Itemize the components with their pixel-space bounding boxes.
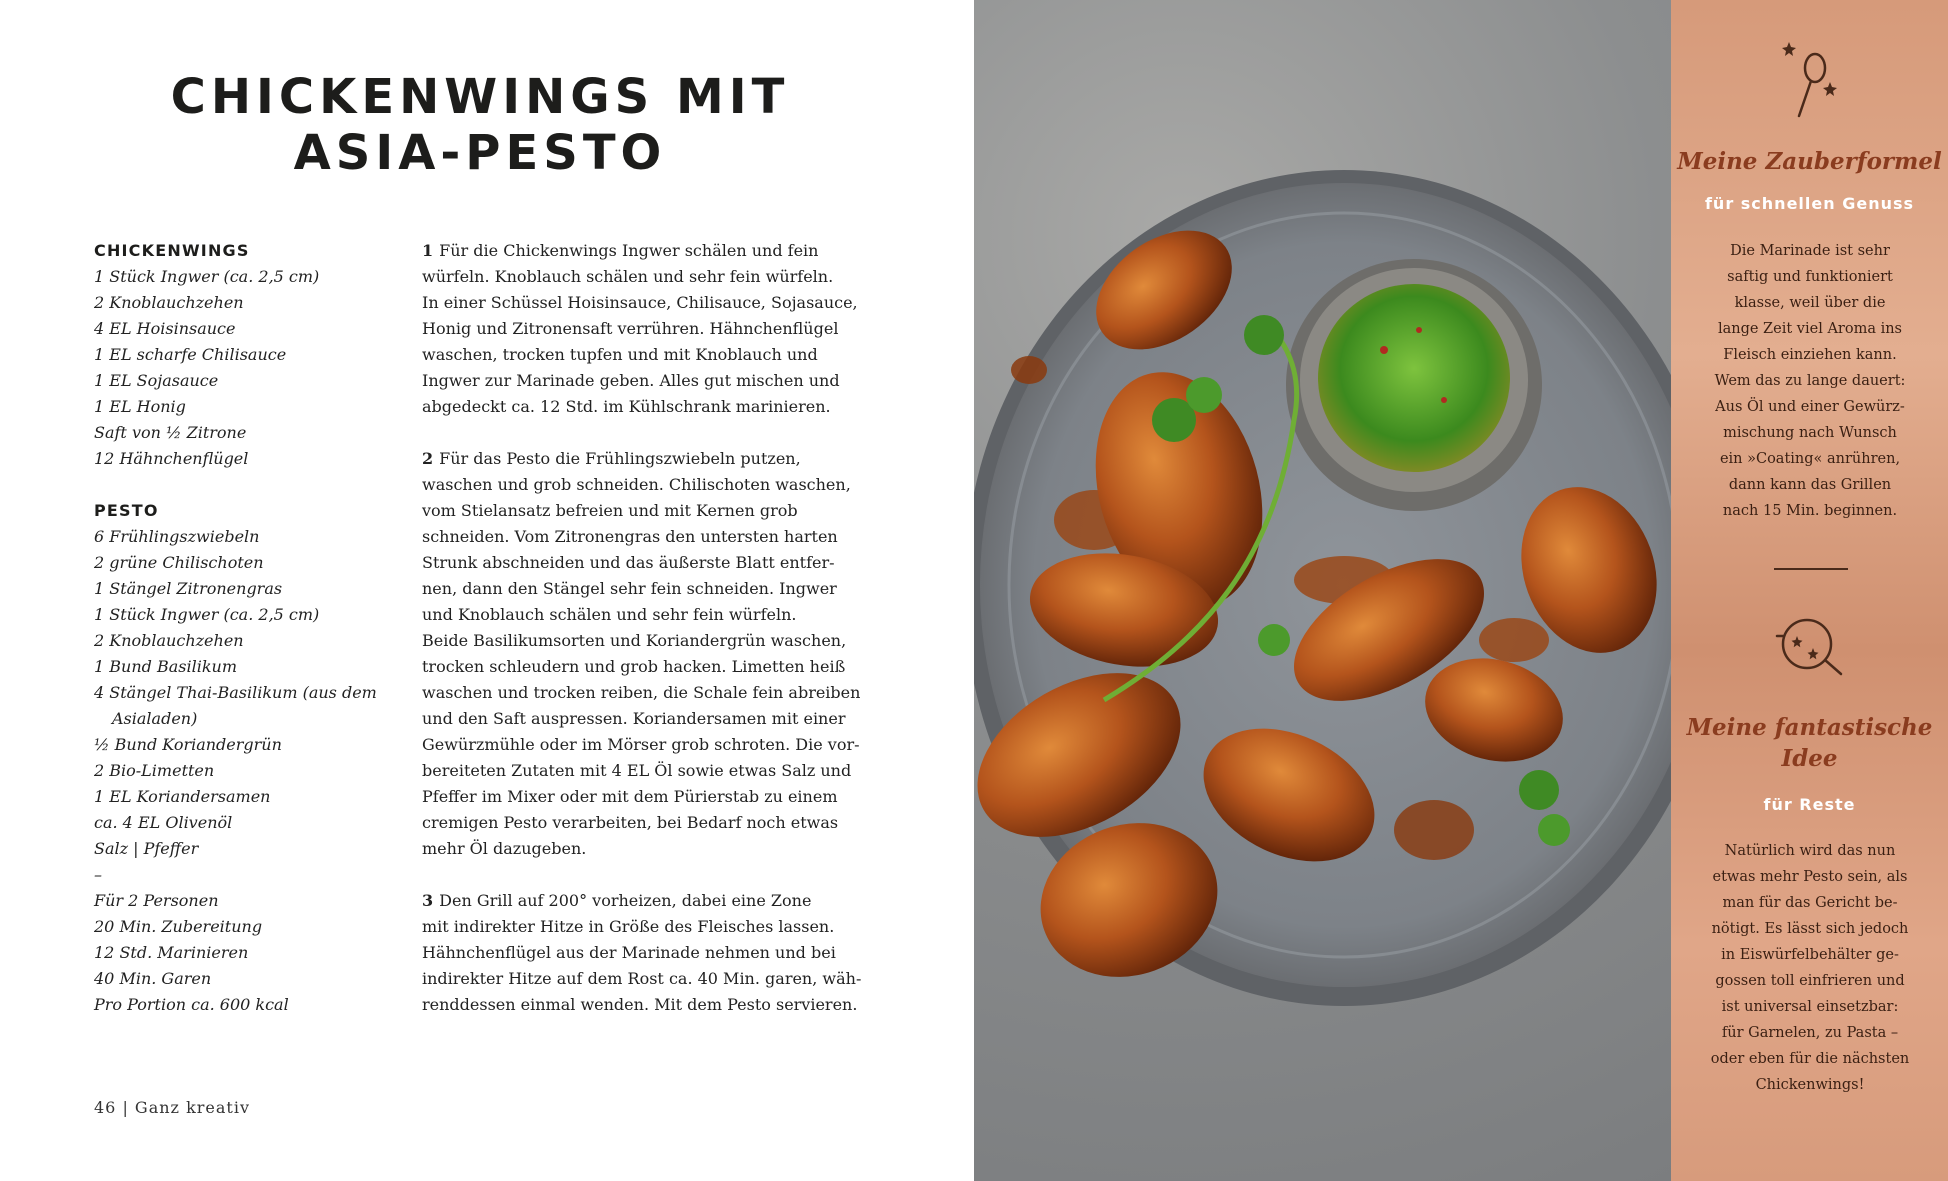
step-2 xyxy=(422,446,872,862)
tip-line: etwas mehr Pesto sein, als xyxy=(1712,869,1908,885)
tip-2-title xyxy=(1671,712,1948,774)
step-text-line: In einer Schüssel Hoisinsauce, Chilisauce, Sojasauce, xyxy=(422,293,858,312)
step-text-line: Gewürzmühle oder im Mörser grob schroten. Die vor- xyxy=(422,735,860,754)
ingredient-item: 1 Stück Ingwer (ca. 2,5 cm) xyxy=(94,605,320,624)
ingredient-item: 2 Bio-Limetten xyxy=(94,761,215,780)
step-text-line: cremigen Pesto verarbeiten, bei Bedarf noch etwas xyxy=(422,813,839,832)
instructions-column xyxy=(422,238,872,1044)
cook-time-info: 40 Min. Garen xyxy=(94,969,212,988)
ingredient-item: 2 grüne Chilischoten xyxy=(94,553,264,572)
ingredient-item: 1 Stängel Zitronengras xyxy=(94,579,283,598)
step-1 xyxy=(422,238,872,420)
step-text-line: nen, dann den Stängel sehr fein schneiden. Ingwer xyxy=(422,579,837,598)
prep-time-info: 20 Min. Zubereitung xyxy=(94,917,263,936)
tip-line: Aus Öl und einer Gewürz- xyxy=(1715,399,1905,415)
tip-line: dann kann das Grillen xyxy=(1728,477,1892,493)
ingredient-item: 1 EL Honig xyxy=(94,397,186,416)
spoon-stars-icon xyxy=(1671,34,1948,124)
step-text-line: würfeln. Knoblauch schälen und sehr fein würfeln. xyxy=(422,267,834,286)
ingredient-item: 6 Frühlingszwiebeln xyxy=(94,527,260,546)
ingredient-item-continuation: Asialaden) xyxy=(112,709,198,728)
tip-line: in Eiswürfelbehälter ge- xyxy=(1721,947,1899,963)
tip-2-text xyxy=(1695,838,1925,1098)
page-footer: 46 | Ganz kreativ xyxy=(94,1098,250,1117)
tip-1-subtitle: für schnellen Genuss xyxy=(1704,194,1915,213)
ingredient-item: Salz | Pfeffer xyxy=(94,839,199,858)
ingredient-item: 1 EL Koriandersamen xyxy=(94,787,271,806)
tip-line: lange Zeit viel Aroma ins xyxy=(1717,321,1903,337)
step-text-line: Hähnchenflügel aus der Marinade nehmen und bei xyxy=(422,943,836,962)
step-number: 1 xyxy=(422,241,434,260)
tip-2-subtitle: für Reste xyxy=(1763,795,1856,814)
step-text-line: waschen und grob schneiden. Chilischoten waschen, xyxy=(422,475,851,494)
ingredient-item: 2 Knoblauchzehen xyxy=(94,631,244,650)
step-text-line: Honig und Zitronensaft verrühren. Hähnchenflügel xyxy=(422,319,839,338)
tip-line: für Garnelen, zu Pasta – xyxy=(1721,1025,1899,1041)
tip-1-text xyxy=(1695,238,1925,524)
ingredient-item: 1 Bund Basilikum xyxy=(94,657,237,676)
ingredient-item: Saft von ½ Zitrone xyxy=(94,423,247,442)
step-text-line: und den Saft auspressen. Koriandersamen mit einer xyxy=(422,709,846,728)
pesto-heading: PESTO xyxy=(94,501,159,520)
step-text-line: indirekter Hitze auf dem Rost ca. 40 Min. garen, wäh- xyxy=(422,969,862,988)
step-text-line: Für die Chickenwings Ingwer schälen und fein xyxy=(439,241,819,260)
tip-line: mischung nach Wunsch xyxy=(1723,425,1897,441)
tip-line: gossen toll einfrieren und xyxy=(1715,973,1905,989)
tip-line: Die Marinade ist sehr xyxy=(1730,243,1890,259)
tip-line: Fleisch einziehen kann. xyxy=(1723,347,1897,363)
recipe-title-line-2: ASIA-PESTO xyxy=(293,125,667,181)
tip-line: nötigt. Es lässt sich jedoch xyxy=(1711,921,1909,937)
step-text-line: trocken schleudern und grob hacken. Limetten heiß xyxy=(422,657,846,676)
step-text-line: Ingwer zur Marinade geben. Alles gut mischen und xyxy=(422,371,840,390)
step-text-line: renddessen einmal wenden. Mit dem Pesto servieren. xyxy=(422,995,858,1014)
food-photo xyxy=(974,0,1671,1181)
tip-line: ein »Coating« anrühren, xyxy=(1719,451,1901,467)
tip-line: Chickenwings! xyxy=(1755,1077,1865,1093)
ingredients-column xyxy=(94,238,394,1018)
sidebar-divider xyxy=(1774,568,1848,570)
step-text-line: Strunk abschneiden und das äußerste Blatt entfer- xyxy=(422,553,835,572)
marinate-time-info: 12 Std. Marinieren xyxy=(94,943,249,962)
tip-line: man für das Gericht be- xyxy=(1722,895,1898,911)
step-text-line: mehr Öl dazugeben. xyxy=(422,839,587,858)
chickenwings-ingredient-list xyxy=(94,264,394,472)
step-3 xyxy=(422,888,872,1018)
step-number: 3 xyxy=(422,891,434,910)
step-text-line: waschen und trocken reiben, die Schale fein abreiben xyxy=(422,683,861,702)
pesto-ingredient-list xyxy=(94,524,394,1018)
step-text-line: mit indirekter Hitze in Größe des Fleisches lassen. xyxy=(422,917,835,936)
separator-dash: – xyxy=(94,865,102,884)
ingredient-item: ca. 4 EL Olivenöl xyxy=(94,813,233,832)
step-text-line: bereiteten Zutaten mit 4 EL Öl sowie etwas Salz und xyxy=(422,761,852,780)
step-text-line: waschen, trocken tupfen und mit Knoblauch und xyxy=(422,345,818,364)
tip-line: klasse, weil über die xyxy=(1734,295,1886,311)
tip-line: Natürlich wird das nun xyxy=(1724,843,1896,859)
ingredient-item: 1 EL Sojasauce xyxy=(94,371,219,390)
ingredient-item: 4 EL Hoisinsauce xyxy=(94,319,236,338)
step-text-line: Beide Basilikumsorten und Koriandergrün waschen, xyxy=(422,631,847,650)
step-text-line: Den Grill auf 200° vorheizen, dabei eine Zone xyxy=(439,891,812,910)
tip-line: nach 15 Min. beginnen. xyxy=(1722,503,1898,519)
ingredient-item: 1 Stück Ingwer (ca. 2,5 cm) xyxy=(94,267,320,286)
ingredient-item: 2 Knoblauchzehen xyxy=(94,293,244,312)
calories-info: Pro Portion ca. 600 kcal xyxy=(94,995,289,1014)
tip-line: oder eben für die nächsten xyxy=(1710,1051,1910,1067)
tip-2-title-line-2: Idee xyxy=(1781,745,1838,772)
ingredient-item: 4 Stängel Thai-Basilikum (aus dem xyxy=(94,683,377,702)
chickenwings-heading: CHICKENWINGS xyxy=(94,241,250,260)
ingredient-item: 1 EL scharfe Chilisauce xyxy=(94,345,287,364)
step-text-line: Pfeffer im Mixer oder mit dem Pürierstab zu einem xyxy=(422,787,838,806)
tip-line: ist universal einsetzbar: xyxy=(1721,999,1899,1015)
ingredient-item: 12 Hähnchenflügel xyxy=(94,449,249,468)
step-text-line: schneiden. Vom Zitronengras den untersten harten xyxy=(422,527,838,546)
step-number: 2 xyxy=(422,449,434,468)
chickenwings-photo-illustration xyxy=(974,0,1671,1181)
tip-2-title-line-1: Meine fantastische xyxy=(1686,714,1933,741)
step-text-line: abgedeckt ca. 12 Std. im Kühlschrank marinieren. xyxy=(422,397,831,416)
tip-line: saftig und funktioniert xyxy=(1727,269,1893,285)
pot-stars-icon xyxy=(1671,606,1948,680)
tips-sidebar xyxy=(1671,0,1948,1181)
step-text-line: Für das Pesto die Frühlingszwiebeln putzen, xyxy=(439,449,801,468)
tip-1-title: Meine Zauberformel xyxy=(1677,148,1942,175)
recipe-title-line-1: CHICKENWINGS MIT xyxy=(170,69,790,125)
step-text-line: vom Stielansatz befreien und mit Kernen grob xyxy=(422,501,798,520)
tip-line: Wem das zu lange dauert: xyxy=(1714,373,1906,389)
servings-info: Für 2 Personen xyxy=(94,891,219,910)
ingredient-item: ½ Bund Koriandergrün xyxy=(94,735,282,754)
step-text-line: und Knoblauch schälen und sehr fein würfeln. xyxy=(422,605,797,624)
